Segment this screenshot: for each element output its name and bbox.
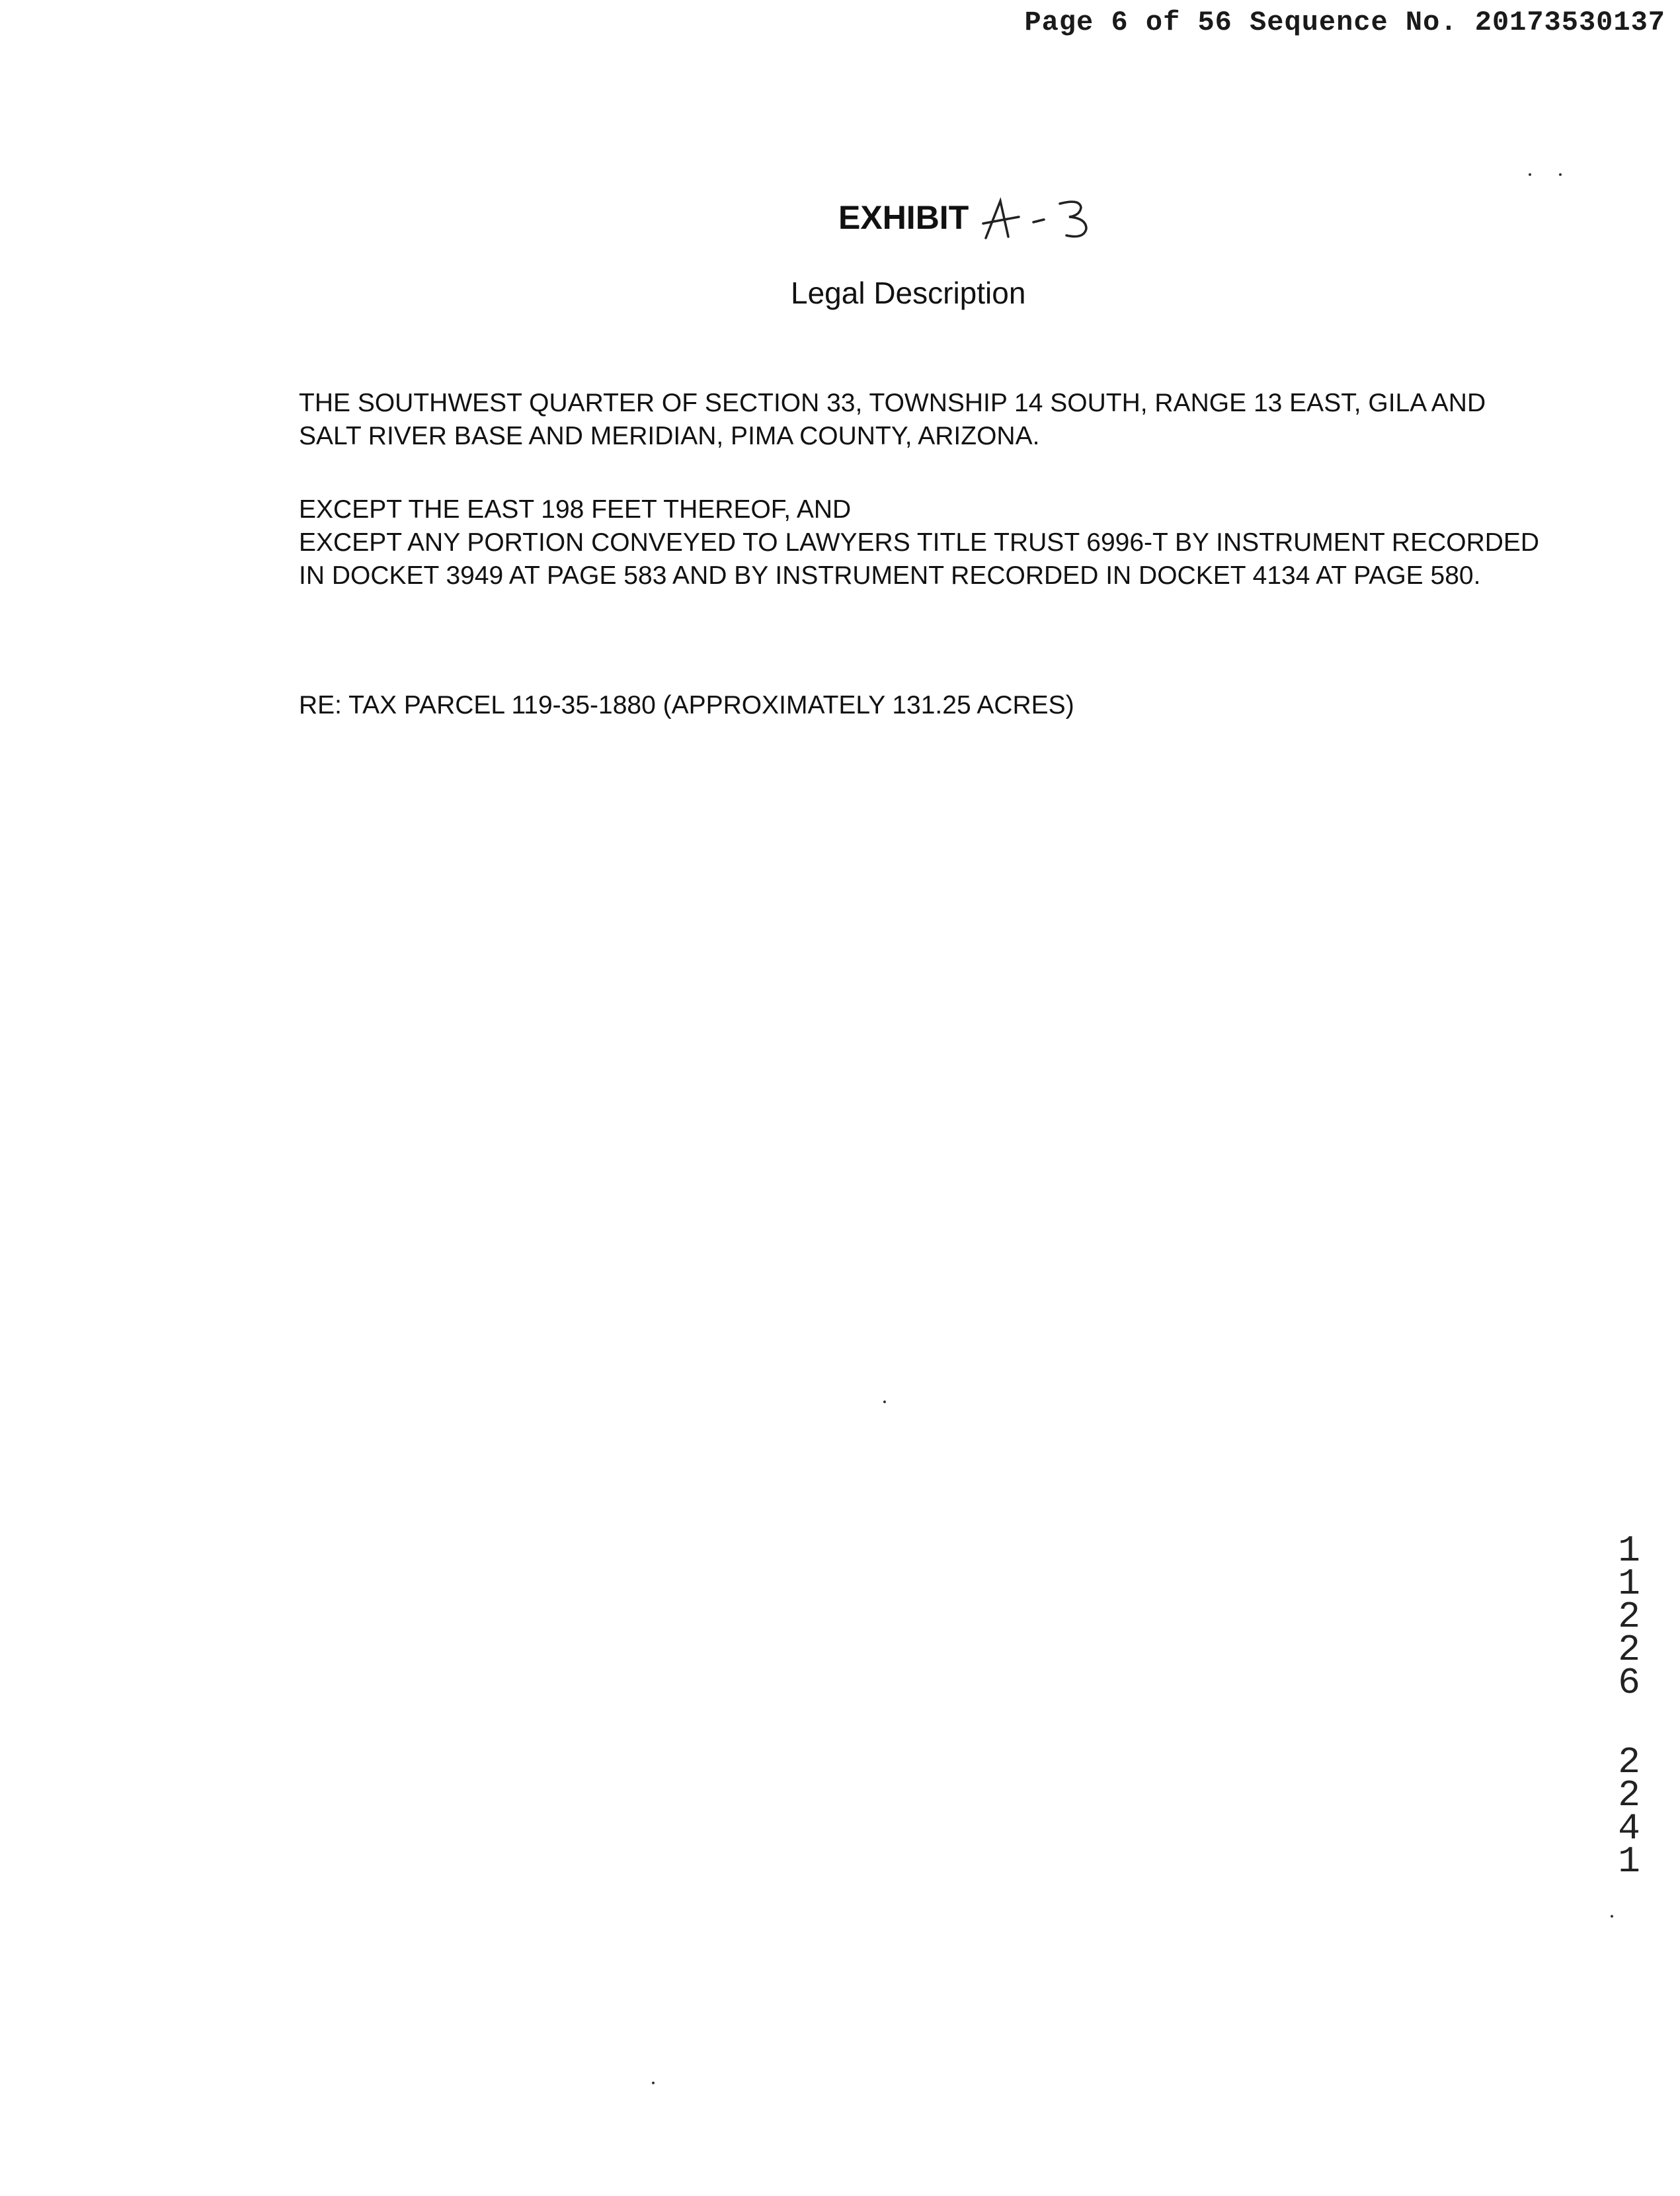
scan-speck xyxy=(1529,173,1531,176)
stamp-digit: 2 xyxy=(1618,1741,1640,1783)
text-line: THE SOUTHWEST QUARTER OF SECTION 33, TOWNSHIP 14 SOUTH, RANGE 13 EAST, GILA AND xyxy=(299,389,1486,417)
scan-speck xyxy=(652,2082,655,2084)
stamp-digit: 1 xyxy=(1618,1563,1640,1605)
stamp-gap xyxy=(1613,1699,1646,1746)
stamp-digit: 4 xyxy=(1618,1807,1640,1850)
scan-speck xyxy=(883,1401,886,1403)
handwritten-exhibit-number xyxy=(980,197,1113,243)
scan-speck xyxy=(1611,1915,1613,1918)
legal-description-paragraph xyxy=(299,387,1555,453)
tax-parcel-reference: RE: TAX PARCEL 119-35-1880 (APPROXIMATELY 131.25 ACRES) xyxy=(299,691,1074,719)
stamp-digit: 2 xyxy=(1618,1774,1640,1816)
scan-speck xyxy=(1559,173,1562,176)
exhibit-label: EXHIBIT xyxy=(838,199,969,236)
docket-page-stamp xyxy=(1613,1529,1646,1883)
stamp-digit: 2 xyxy=(1618,1629,1640,1671)
page-sequence-header: Page 6 of 56 Sequence No. 20173530137 xyxy=(1024,7,1665,38)
exhibit-title xyxy=(838,190,1113,237)
stamp-digit: 1 xyxy=(1618,1529,1640,1572)
text-line: IN DOCKET 3949 AT PAGE 583 AND BY INSTRUMENT RECORDED IN DOCKET 4134 AT PAGE 580. xyxy=(299,561,1481,590)
stamp-digit: 2 xyxy=(1618,1596,1640,1638)
text-line: EXCEPT THE EAST 198 FEET THEREOF, AND xyxy=(299,495,852,524)
stamp-digit: 6 xyxy=(1618,1662,1640,1704)
stamp-digit: 1 xyxy=(1618,1840,1640,1883)
text-line: SALT RIVER BASE AND MERIDIAN, PIMA COUNTY, ARIZONA. xyxy=(299,422,1040,450)
exceptions-paragraph xyxy=(299,493,1555,592)
section-subtitle: Legal Description xyxy=(791,276,1026,310)
text-line: EXCEPT ANY PORTION CONVEYED TO LAWYERS TITLE TRUST 6996-T BY INSTRUMENT RECORDED xyxy=(299,528,1540,557)
